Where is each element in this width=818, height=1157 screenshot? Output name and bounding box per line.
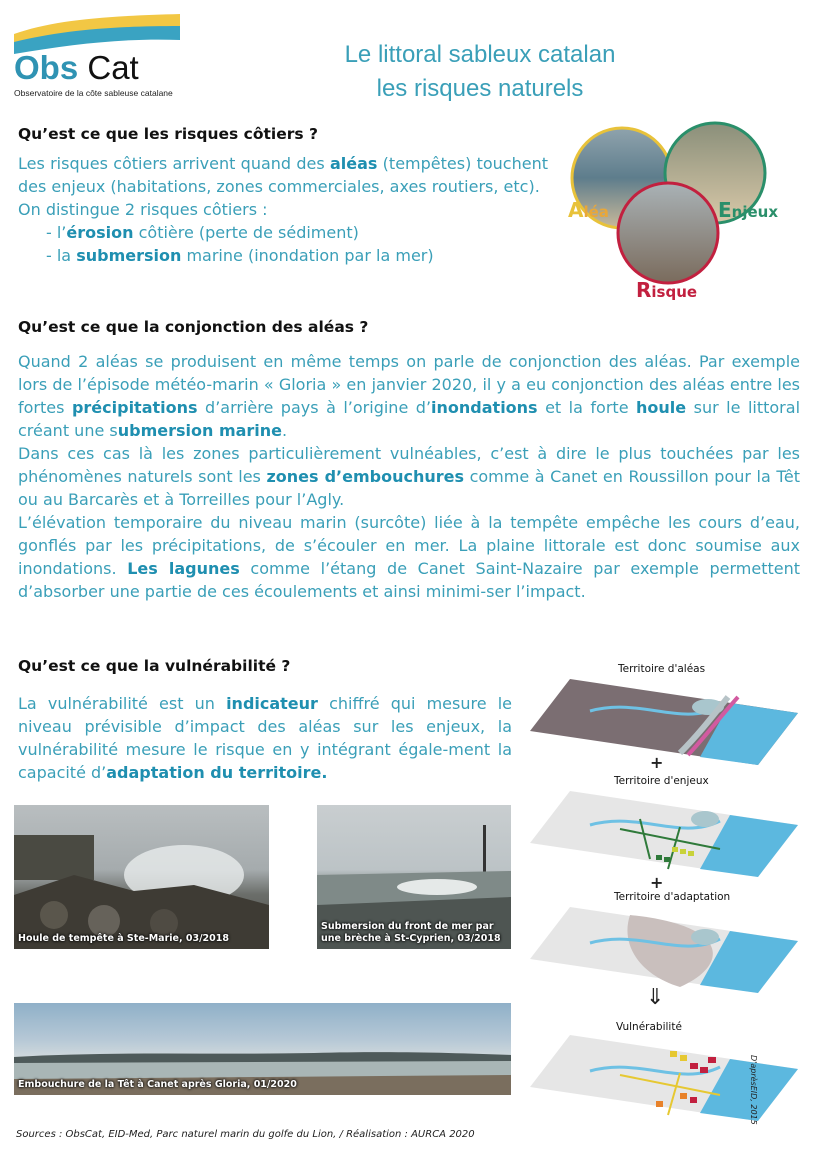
map-layer-enjeux (530, 789, 798, 881)
diagram-label-aleas: Territoire d'aléas (618, 663, 706, 675)
section1-paragraph1: Les risques côtiers arrivent quand des aléas (tempêtes) touchent des enjeux (habitations, zones commerciales, axes routiers, etc). (18, 154, 548, 196)
keyword-adaptation: adaptation du territoire. (106, 763, 328, 782)
list-item-submersion: - la submersion marine (inondation par la mer) (46, 246, 434, 265)
diagram-arrow-down: ⇓ (646, 985, 665, 1010)
logo-wave-graphic (14, 14, 180, 54)
page-title-line2: les risques naturels (376, 75, 584, 102)
keyword-erosion: érosion (66, 223, 134, 242)
photo-caption-3: Embouchure de la Têt à Canet après Gloria, 01/2020 (18, 1079, 297, 1090)
logo (14, 14, 184, 98)
logo-tagline: Observatoire de la côte sableuse catalane (14, 88, 173, 98)
section2-paragraph2: Dans ces cas là les zones particulièrement vulnéables, c’est à dire le plus touchées par les phénomènes naturels sont les zones d’embouchures comme à Canet en Roussillon pour la Têt ou au Barcarès et à Torreilles pour l’Agly. (18, 444, 800, 509)
logo-name-obs: Obs (14, 49, 79, 86)
photo-embouchure-tet-canet (14, 1003, 511, 1095)
section3-heading: Qu’est ce que la vulnérabilité ? (18, 657, 291, 675)
photo-caption-1: Houle de tempête à Ste-Marie, 03/2018 (18, 933, 229, 944)
photo-caption-2: Submersion du front de mer par une brèche à St-Cyprien, 03/2018 (321, 921, 501, 944)
diagram-label-adaptation: Territoire d'adaptation (614, 891, 731, 903)
photo-houle-ste-marie (14, 805, 269, 949)
section2-text (18, 350, 800, 603)
section3-text: La vulnérabilité est un indicateur chiffré qui mesure le niveau prévisible d’impact des aléas sur les enjeux, la vulnérabilité mesure le risque en y intégrant égale-ment la capacité d’adaptation du territoire. (18, 694, 512, 782)
territory-diagram (530, 655, 818, 1125)
diagram-plus-1: + (650, 753, 664, 772)
logo-name-cat: Cat (87, 49, 139, 86)
keyword-aleas: aléas (329, 154, 378, 173)
page-title-line1: Le littoral sableux catalan (344, 41, 616, 68)
section2-paragraph3: L’élévation temporaire du niveau marin (surcôte) liée à la tempête empêche les cours d’eau, gonflés par les précipitations, de s’écouler en mer. La plaine littorale est donc soumise aux inondations. Les lagunes comme l’étang de Canet Saint-Nazaire par exemple permettent d’absorber une partie de ces écoulements et ainsi minimi-ser l’impact. (18, 513, 801, 601)
keyword-indicateur: indicateur (226, 694, 318, 713)
map-layer-adaptation (530, 905, 798, 997)
keyword-submersion: submersion (76, 246, 182, 265)
risk-venn-diagram (560, 118, 790, 308)
diagram-label-enjeux: Territoire d'enjeux (614, 775, 709, 787)
page-title (250, 38, 710, 106)
section1-paragraph2: On distingue 2 risques côtiers : (18, 200, 268, 219)
diagram-plus-2: + (650, 873, 664, 892)
section1-heading: Qu’est ce que les risques côtiers ? (18, 125, 319, 143)
footer-sources: Sources : ObsCat, EID-Med, Parc naturel marin du golfe du Lion, / Réalisation : AURCA 2020 (16, 1129, 475, 1140)
photo-submersion-st-cyprien (317, 805, 511, 949)
venn-circle-risque (618, 183, 718, 283)
section2-paragraph1: Quand 2 aléas se produisent en même temps on parle de conjonction des aléas. Par exemple lors de l’épisode météo-marin « Gloria » en janvier 2020, il y a eu conjonction des aléas entre les fortes précipitations d’arrière pays à l’origine d’inondations et la forte houle sur le littoral créant une submersion marine. (18, 352, 801, 440)
diagram-label-vulnerabilite: Vulnérabilité (616, 1021, 682, 1033)
venn-label-risque: Risque (636, 278, 698, 302)
photo-graphic-1 (14, 805, 269, 949)
diagram-credit: D'aprèsEID, 2015 (749, 1055, 758, 1125)
map-layer-aleas (530, 677, 798, 767)
section1-text (18, 152, 548, 267)
venn-label-alea: Aléa (568, 198, 609, 222)
venn-label-enjeux: Enjeux (718, 198, 779, 222)
section2-heading: Qu’est ce que la conjonction des aléas ? (18, 318, 369, 336)
list-item-erosion: - l’érosion côtière (perte de sédiment) (46, 223, 359, 242)
